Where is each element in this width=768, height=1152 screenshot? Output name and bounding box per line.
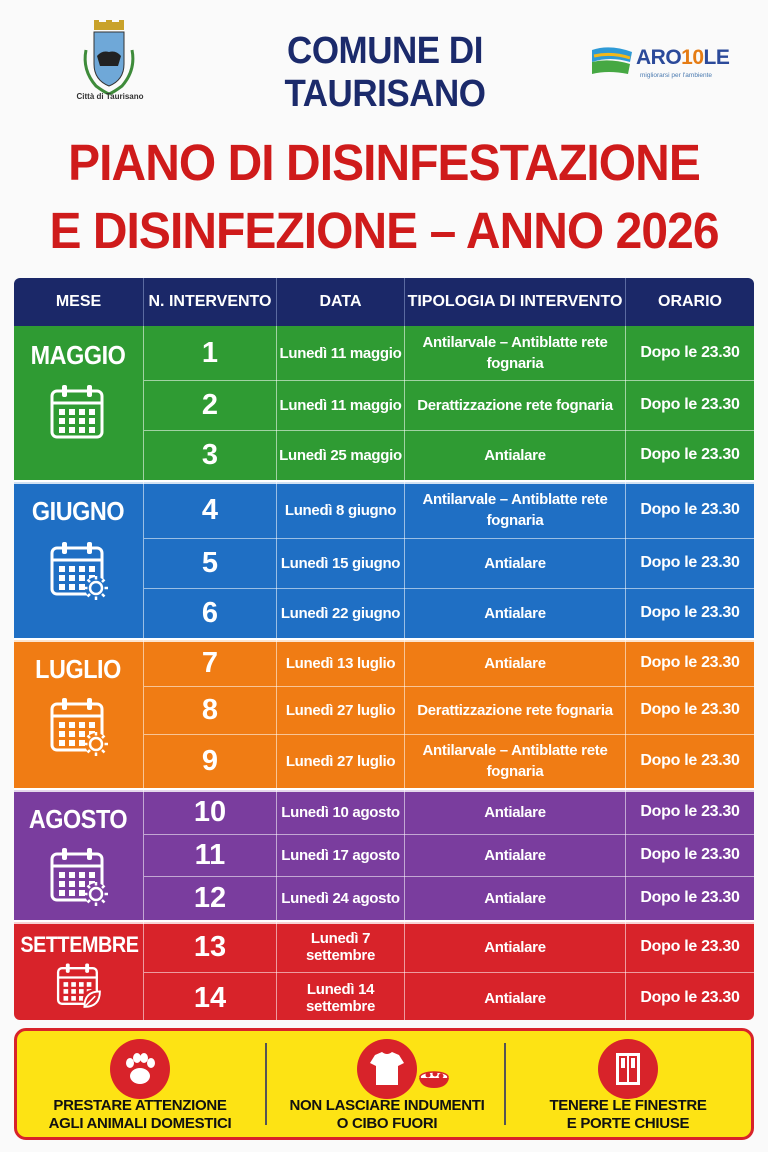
intervention-time: Dopo le 23.30: [640, 604, 740, 621]
intervention-date: Lunedì 14 settembre: [306, 981, 375, 1015]
row-divider: [144, 538, 754, 539]
intervention-number: 7: [201, 646, 219, 679]
cell-divider: [404, 734, 405, 788]
cell-divider: [143, 538, 144, 588]
intervention-type: Antilarvale – Antiblatte rete fognaria: [422, 742, 608, 780]
month-divider: [14, 922, 754, 924]
warning-clothes-food: [264, 1031, 510, 1137]
table-row: [144, 326, 754, 380]
shirt-icon: [357, 1039, 417, 1099]
row-divider: [144, 734, 754, 735]
cell-divider: [404, 538, 405, 588]
warning-pets-text: PRESTARE ATTENZIONE AGLI ANIMALI DOMESTICI: [48, 1097, 232, 1132]
cell-divider: [276, 538, 277, 588]
row-divider: [144, 380, 754, 381]
cell-divider: [625, 380, 626, 430]
table-row: [144, 834, 754, 876]
intervention-number: 3: [201, 438, 219, 471]
intervention-date: Lunedì 11 maggio: [279, 344, 402, 362]
row-divider: [144, 972, 754, 973]
intervention-number: 4: [201, 493, 219, 526]
intervention-date: Lunedì 7 settembre: [306, 930, 375, 964]
table-row: [144, 790, 754, 834]
intervention-date: Lunedì 10 agosto: [281, 803, 400, 821]
intervention-type: Antialare: [484, 938, 546, 956]
cell-divider: [404, 686, 405, 734]
cell-divider: [404, 876, 405, 920]
intervention-type: Derattizzazione rete fognaria: [417, 396, 613, 414]
cell-divider: [143, 790, 144, 834]
cell-divider: [143, 640, 144, 686]
table-row: [144, 380, 754, 430]
month-block-agosto: [14, 790, 754, 920]
crest-label: Città di Taurisano: [76, 92, 144, 101]
month-label: SETTEMBRE: [20, 932, 139, 957]
warning-pets: [17, 1031, 263, 1137]
intervention-number: 8: [201, 693, 219, 726]
intervention-number: 1: [201, 336, 219, 369]
intervention-type: Antialare: [484, 554, 546, 572]
aro-logo-text: ARO10LE: [636, 46, 730, 69]
warnings-footer: [14, 1028, 754, 1140]
table-row: [144, 686, 754, 734]
cell-divider: [625, 734, 626, 788]
intervention-number: 12: [193, 881, 227, 914]
row-divider: [144, 834, 754, 835]
cell-divider: [625, 588, 626, 638]
calendar-leaf-icon: [55, 962, 103, 1010]
month-block-settembre: [14, 922, 754, 1020]
table-row: [144, 876, 754, 920]
intervention-time: Dopo le 23.30: [640, 446, 740, 463]
cell-divider: [625, 326, 626, 380]
intervention-type: Antialare: [484, 654, 546, 672]
warning-windows: [505, 1031, 751, 1137]
cell-divider: [276, 686, 277, 734]
cell-divider: [143, 834, 144, 876]
schedule-table: [14, 278, 754, 1020]
table-header: [14, 278, 754, 326]
cell-divider: [276, 790, 277, 834]
main-title-line-2: E DISINFEZIONE – ANNO 2026: [49, 202, 719, 259]
intervention-date: Lunedì 15 giugno: [280, 554, 401, 572]
intervention-type: Antilarvale – Antiblatte rete fognaria: [422, 334, 608, 372]
header: [0, 0, 768, 115]
cell-divider: [404, 380, 405, 430]
warning-windows-text: TENERE LE FINESTRE E PORTE CHIUSE: [549, 1097, 707, 1132]
intervention-type: Antialare: [484, 989, 546, 1007]
row-divider: [144, 686, 754, 687]
row-divider: [144, 430, 754, 431]
intervention-time: Dopo le 23.30: [640, 554, 740, 571]
cell-divider: [276, 640, 277, 686]
cell-divider: [276, 876, 277, 920]
table-row: [144, 972, 754, 1020]
cell-divider: [143, 430, 144, 480]
month-divider: [14, 482, 754, 484]
intervention-time: Dopo le 23.30: [640, 846, 740, 863]
intervention-type: Antialare: [484, 604, 546, 622]
cell-divider: [143, 876, 144, 920]
header-mese: MESE: [14, 278, 144, 326]
month-divider: [14, 640, 754, 642]
cell-divider: [625, 640, 626, 686]
month-label: LUGLIO: [35, 654, 121, 684]
cell-divider: [404, 430, 405, 480]
cell-divider: [143, 686, 144, 734]
cell-divider: [625, 686, 626, 734]
intervention-time: Dopo le 23.30: [640, 938, 740, 955]
intervention-number: 10: [193, 795, 227, 828]
crest-icon: [78, 20, 140, 96]
intervention-type: Antialare: [484, 446, 546, 464]
intervention-time: Dopo le 23.30: [640, 501, 740, 518]
header-data: DATA: [277, 278, 405, 326]
intervention-number: 13: [193, 930, 227, 963]
cell-divider: [625, 482, 626, 538]
intervention-type: Antialare: [484, 846, 546, 864]
month-block-maggio: [14, 326, 754, 480]
table-row: [144, 734, 754, 788]
intervention-time: Dopo le 23.30: [640, 701, 740, 718]
intervention-time: Dopo le 23.30: [640, 396, 740, 413]
intervention-number: 11: [194, 838, 226, 871]
cell-divider: [143, 482, 144, 538]
cell-divider: [276, 326, 277, 380]
window-door-icon: [598, 1039, 658, 1099]
cell-divider: [625, 430, 626, 480]
cell-divider: [143, 734, 144, 788]
intervention-date: Lunedì 25 maggio: [279, 446, 402, 464]
intervention-time: Dopo le 23.30: [640, 889, 740, 906]
month-block-giugno: [14, 482, 754, 638]
cell-divider: [625, 922, 626, 972]
cell-divider: [143, 588, 144, 638]
header-intervento: N. INTERVENTO: [144, 278, 277, 326]
main-title-line-1: PIANO DI DISINFESTAZIONE: [68, 134, 700, 191]
cell-divider: [143, 972, 144, 1020]
cell-divider: [276, 922, 277, 972]
intervention-number: 9: [201, 744, 219, 777]
calendar-sun-icon: [48, 540, 110, 602]
cell-divider: [143, 922, 144, 972]
month-label: GIUGNO: [31, 496, 125, 526]
paw-icon: [110, 1039, 170, 1099]
intervention-type: Derattizzazione rete fognaria: [417, 701, 613, 719]
intervention-date: Lunedì 27 luglio: [285, 701, 396, 719]
warning-clothes-text: NON LASCIARE INDUMENTI O CIBO FUORI: [289, 1097, 485, 1132]
cell-divider: [404, 640, 405, 686]
month-label: MAGGIO: [30, 340, 126, 370]
row-divider: [144, 588, 754, 589]
header-orario: ORARIO: [658, 293, 722, 310]
table-row: [144, 482, 754, 538]
intervention-time: Dopo le 23.30: [640, 654, 740, 671]
calendar-sun-icon: [48, 696, 110, 758]
cell-divider: [276, 430, 277, 480]
intervention-type: Antilarvale – Antiblatte rete fognaria: [422, 491, 608, 529]
intervention-number: 2: [201, 388, 219, 421]
cell-divider: [404, 790, 405, 834]
intervention-time: Dopo le 23.30: [640, 803, 740, 820]
intervention-type: Antialare: [484, 803, 546, 821]
cell-divider: [276, 972, 277, 1020]
comune-title: COMUNE DI TAURISANO: [284, 30, 486, 115]
cell-divider: [143, 326, 144, 380]
intervention-type: Antialare: [484, 889, 546, 907]
cell-divider: [625, 538, 626, 588]
aro-logo-subtitle: migliorarsi per l'ambiente: [640, 72, 713, 79]
intervention-date: Lunedì 24 agosto: [281, 889, 400, 907]
cell-divider: [276, 834, 277, 876]
cell-divider: [276, 734, 277, 788]
cell-divider: [143, 380, 144, 430]
table-row: [144, 538, 754, 588]
intervention-time: Dopo le 23.30: [640, 989, 740, 1006]
month-divider: [14, 790, 754, 792]
cell-divider: [625, 972, 626, 1020]
calendar-sun-icon: [48, 846, 110, 908]
cell-divider: [625, 834, 626, 876]
cell-divider: [276, 588, 277, 638]
intervention-number: 6: [201, 596, 219, 629]
header-tipologia: TIPOLOGIA DI INTERVENTO: [405, 278, 626, 326]
cell-divider: [404, 922, 405, 972]
intervention-date: Lunedì 13 luglio: [285, 654, 396, 672]
table-row: [144, 640, 754, 686]
intervention-date: Lunedì 27 luglio: [285, 752, 396, 770]
cell-divider: [404, 972, 405, 1020]
cell-divider: [276, 482, 277, 538]
food-bowl-icon: [416, 1069, 452, 1091]
table-row: [144, 430, 754, 480]
intervention-number: 14: [193, 981, 227, 1014]
calendar-icon: [48, 383, 110, 445]
intervention-date: Lunedì 22 giugno: [280, 604, 401, 622]
intervention-date: Lunedì 11 maggio: [279, 396, 402, 414]
cell-divider: [404, 482, 405, 538]
intervention-date: Lunedì 8 giugno: [284, 501, 397, 519]
row-divider: [144, 876, 754, 877]
intervention-time: Dopo le 23.30: [640, 344, 740, 361]
month-block-luglio: [14, 640, 754, 788]
cell-divider: [625, 876, 626, 920]
cell-divider: [404, 326, 405, 380]
month-label: AGOSTO: [28, 804, 128, 834]
table-row: [144, 922, 754, 972]
cell-divider: [625, 790, 626, 834]
cell-divider: [276, 380, 277, 430]
intervention-date: Lunedì 17 agosto: [281, 846, 400, 864]
table-row: [144, 588, 754, 638]
intervention-time: Dopo le 23.30: [640, 752, 740, 769]
cell-divider: [404, 588, 405, 638]
cell-divider: [404, 834, 405, 876]
intervention-number: 5: [201, 546, 219, 579]
